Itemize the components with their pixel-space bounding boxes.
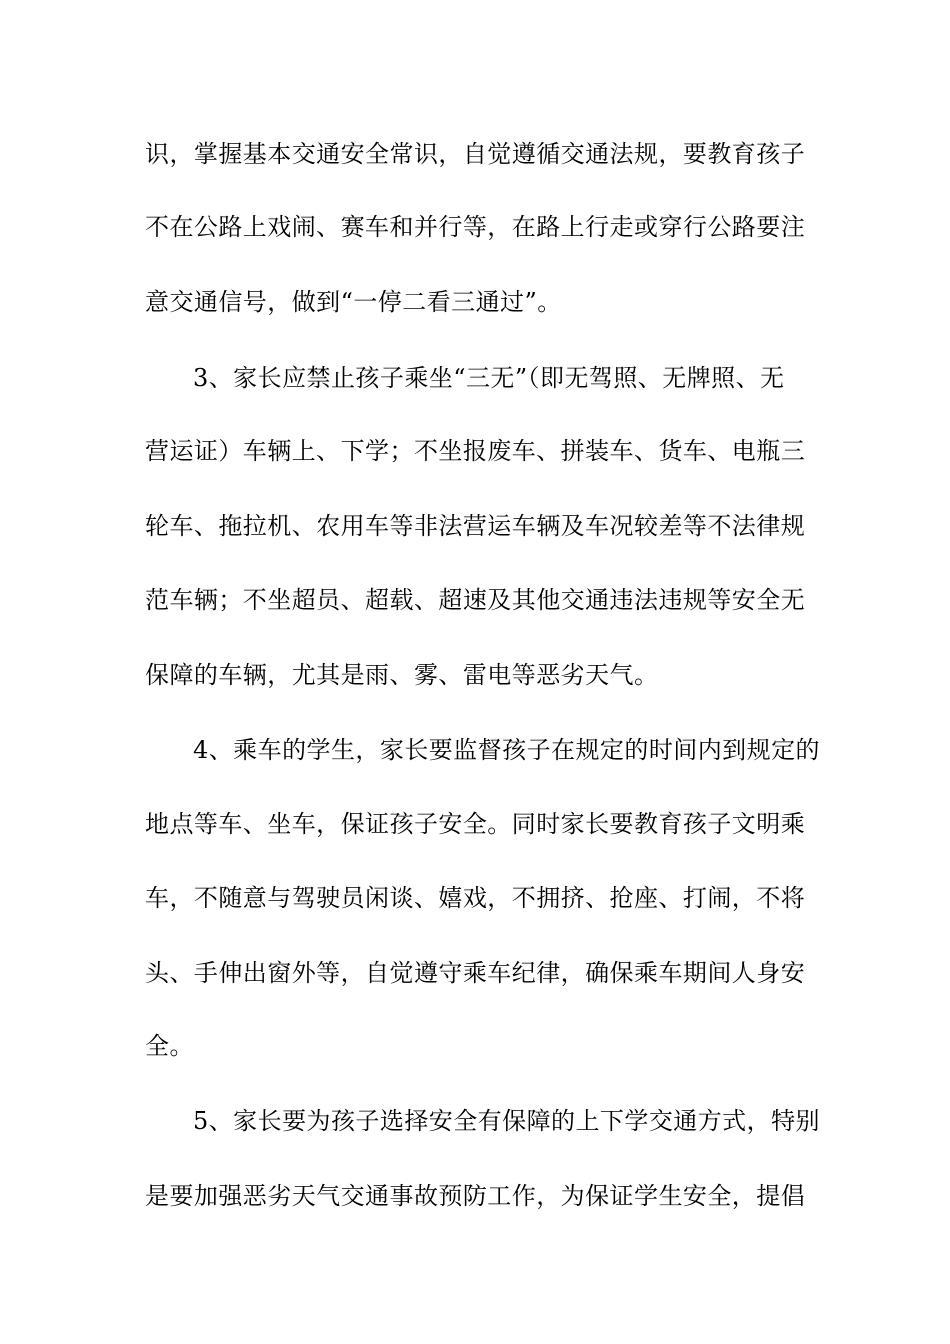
text-line: 全。 bbox=[145, 1032, 194, 1060]
text-line: 头、手伸出窗外等，自觉遵守乘车纪律，确保乘车期间人身安 bbox=[145, 959, 806, 987]
text-line: 识，掌握基本交通安全常识，自觉遵循交通法规，要教育孩子 bbox=[145, 140, 806, 168]
text-line: 范车辆；不坐超员、超载、超速及其他交通违法违规等安全无 bbox=[145, 586, 806, 614]
text-line: 轮车、拖拉机、农用车等非法营运车辆及车况较差等不法律规 bbox=[145, 512, 806, 540]
paragraph-3-start: 3、家长应禁止孩子乘坐“三无”（即无驾照、无牌照、无 bbox=[193, 364, 785, 392]
text-line: 是要加强恶劣天气交通事故预防工作，为保证学生安全，提倡 bbox=[145, 1182, 806, 1210]
paragraph-4-start: 4、乘车的学生，家长要监督孩子在规定的时间内到规定的 bbox=[193, 736, 820, 764]
text-line: 保障的车辆，尤其是雨、雾、雷电等恶劣天气。 bbox=[145, 661, 659, 689]
text-line: 营运证）车辆上、下学；不坐报废车、拼装车、货车、电瓶三 bbox=[145, 437, 806, 465]
text-line: 车，不随意与驾驶员闲谈、嬉戏，不拥挤、抢座、打闹，不将 bbox=[145, 884, 806, 912]
text-line: 不在公路上戏闹、赛车和并行等，在路上行走或穿行公路要注 bbox=[145, 213, 806, 241]
text-line: 地点等车、坐车，保证孩子安全。同时家长要教育孩子文明乘 bbox=[145, 810, 806, 838]
paragraph-5-start: 5、家长要为孩子选择安全有保障的上下学交通方式，特别 bbox=[193, 1107, 820, 1135]
text-line: 意交通信号，做到“一停二看三通过”。 bbox=[145, 288, 562, 316]
